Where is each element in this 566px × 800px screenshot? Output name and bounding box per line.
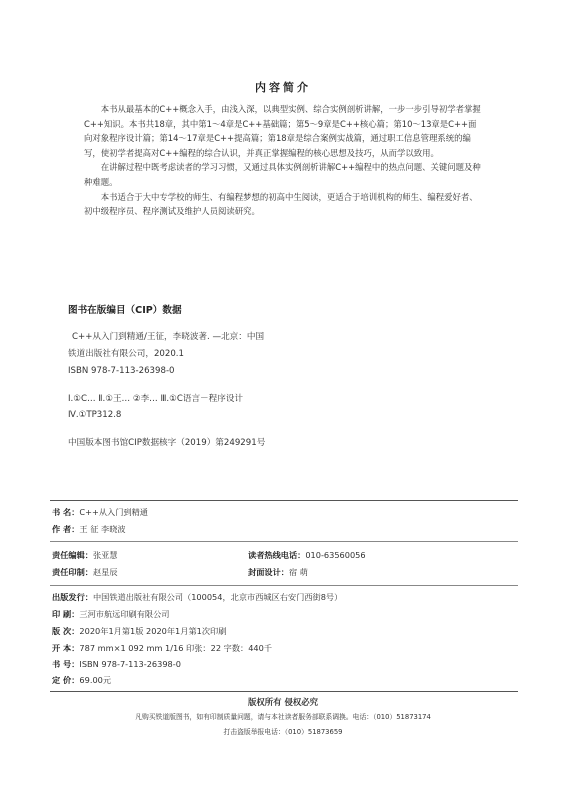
copyright-notice: 版权所有 侵权必究 (248, 697, 318, 707)
summary-paragraph: 本书从最基本的C++概念入手，由浅入深，以典型实例、综合实例剖析讲解，一步一步引导初学者掌握C++知识。本书共18章，其中第1～4章是C++基础篇；第5～9章是C++核心篇；第10～13章是C++面向对象程序设计篇；第14～17章是C++提高篇；第18章是综合案例实战篇，通过职工信息管理系统的编写，使初学者提高对C++编程的综合认识，并真正掌握编程的核心思想及技巧，从而学以致用。 (84, 104, 481, 158)
cip-line: ISBN 978-7-113-26398-0 (68, 366, 175, 376)
publication-key: 开 本： (52, 643, 80, 653)
publication-row (52, 659, 181, 670)
cip-line: C++从入门到精通/王征，李晓波著. —北京：中国 (72, 332, 265, 342)
publication-value: 69.00元 (79, 675, 112, 685)
divider (50, 500, 518, 501)
publication-row (52, 675, 111, 686)
summary-paragraph: 本书适合于大中专学校的师生、有编程梦想的初高中生阅读，更适合于培训机构的师生、编程爱好者、初中级程序员、程序测试及维护人员阅读研究。 (84, 191, 478, 217)
publication-value: 787 mm×1 092 mm 1/16 印张：22 字数：440千 (79, 643, 273, 653)
divider (50, 541, 518, 542)
cover-design-field (248, 567, 308, 578)
publication-key: 书 号： (52, 659, 80, 669)
cover-design-value: 宿 萌 (288, 567, 308, 577)
hotline-key: 读者热线电话： (248, 550, 306, 560)
piracy-hotline: 打击盗版举报电话：（010）51873659 (223, 728, 343, 736)
quality-notice: 凡购买铁道版图书，如有印制质量问题，请与本社读者服务部联系调换。电话：（010）51873174 (135, 713, 431, 721)
publication-key: 定 价： (52, 675, 80, 685)
summary-title: 内容简介 (255, 81, 311, 94)
cip-line: Ⅳ.①TP312.8 (68, 410, 122, 420)
author-key: 作 者： (52, 524, 80, 534)
book-title-key: 书 名： (52, 507, 80, 517)
book-title-field (52, 507, 148, 518)
summary-body (84, 102, 482, 219)
summary-paragraph: 在讲解过程中既考虑读者的学习习惯，又通过具体实例剖析讲解C++编程中的热点问题、关键问题及种种难题。 (84, 162, 481, 187)
author-field (52, 524, 126, 535)
publication-row (52, 592, 342, 603)
publication-key: 印 刷： (52, 609, 80, 619)
publication-row (52, 626, 226, 637)
publication-row (52, 643, 272, 654)
publication-value: ISBN 978-7-113-26398-0 (79, 659, 181, 669)
cip-line: 铁道出版社有限公司，2020.1 (68, 349, 185, 359)
editor-field (52, 550, 118, 561)
publication-row (52, 609, 170, 620)
editor-value: 张亚慧 (92, 550, 118, 560)
printer-key: 责任印制： (52, 567, 93, 577)
book-title-value: C++从入门到精通 (79, 507, 148, 517)
author-value: 王 征 李晓波 (79, 524, 126, 534)
cip-line: 中国版本图书馆CIP数据核字（2019）第249291号 (68, 438, 266, 448)
publication-key: 版 次： (52, 626, 80, 636)
cover-design-key: 封面设计： (248, 567, 289, 577)
publication-value: 中国铁道出版社有限公司（100054，北京市西城区右安门西街8号） (92, 592, 343, 602)
publication-value: 三河市航远印刷有限公司 (79, 609, 170, 619)
publication-value: 2020年1月第1版 2020年1月第1次印刷 (79, 626, 227, 636)
printer-field (52, 567, 118, 578)
divider (50, 691, 518, 692)
publication-key: 出版发行： (52, 592, 93, 602)
editor-key: 责任编辑： (52, 550, 93, 560)
cip-heading: 图书在版编目（CIP）数据 (68, 305, 182, 316)
cip-line: Ⅰ.①C… Ⅱ.①王… ②李… Ⅲ.①C语言－程序设计 (68, 394, 244, 404)
printer-value: 赵星辰 (92, 567, 118, 577)
hotline-field (248, 550, 366, 561)
divider (50, 585, 518, 586)
hotline-value: 010-63560056 (305, 550, 366, 560)
